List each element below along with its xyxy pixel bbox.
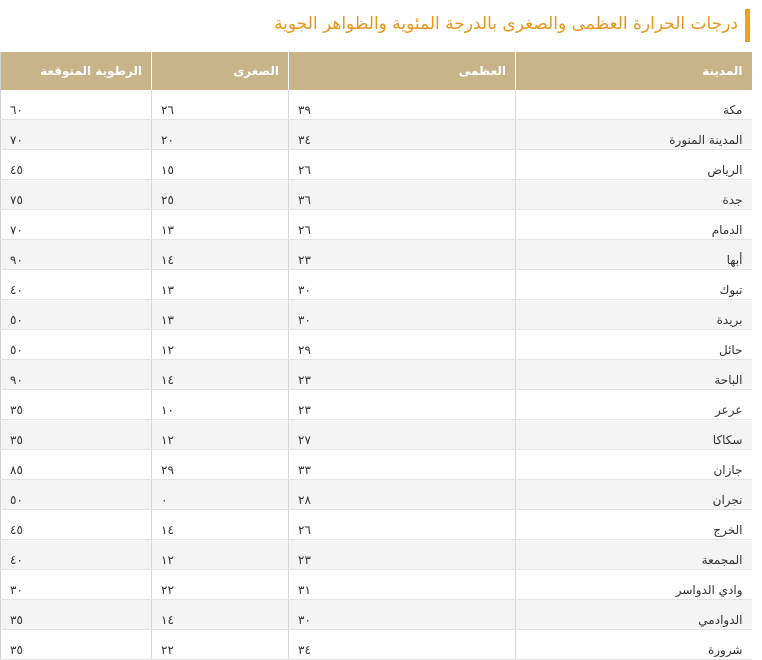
cell-city: المدينة المنورة <box>516 120 752 150</box>
header-humidity: الرطوبة المتوقعة <box>1 52 152 90</box>
cell-city: وادي الدواسر <box>516 570 752 600</box>
cell-min: ١٠ <box>152 390 289 420</box>
table-row <box>1 360 752 390</box>
cell-city: جازان <box>516 450 752 480</box>
cell-max: ٣٠ <box>289 270 516 300</box>
cell-min: ١٢ <box>152 540 289 570</box>
cell-max: ٣٣ <box>289 450 516 480</box>
table-row <box>1 600 752 630</box>
cell-min: ١٤ <box>152 600 289 630</box>
cell-humidity: ٩٠ <box>1 360 152 390</box>
table-row <box>1 240 752 270</box>
cell-city: الرياض <box>516 150 752 180</box>
cell-max: ٣٦ <box>289 180 516 210</box>
cell-min: ٢٠ <box>152 120 289 150</box>
cell-min: ١٤ <box>152 510 289 540</box>
cell-city: الخرج <box>516 510 752 540</box>
cell-min: ٢٢ <box>152 630 289 660</box>
cell-city: تبوك <box>516 270 752 300</box>
page-title: درجات الحرارة العظمى والصغرى بالدرجة المئوية والظواهر الجوية <box>274 14 738 34</box>
table-header <box>1 52 752 90</box>
table-row <box>1 180 752 210</box>
cell-humidity: ٩٠ <box>1 240 152 270</box>
cell-humidity: ٣٠ <box>1 570 152 600</box>
cell-city: بريدة <box>516 300 752 330</box>
cell-city: المجمعة <box>516 540 752 570</box>
table-header-row <box>1 52 752 90</box>
title-accent-bar <box>745 9 750 42</box>
cell-min: ٢٥ <box>152 180 289 210</box>
cell-min: ١٥ <box>152 150 289 180</box>
table-row <box>1 450 752 480</box>
cell-humidity: ٣٥ <box>1 630 152 660</box>
cell-max: ٢٧ <box>289 420 516 450</box>
cell-max: ٢٨ <box>289 480 516 510</box>
cell-city: مكة <box>516 90 752 120</box>
cell-min: ٢٢ <box>152 570 289 600</box>
cell-max: ٣٤ <box>289 630 516 660</box>
cell-max: ٢٦ <box>289 210 516 240</box>
cell-max: ٣٠ <box>289 300 516 330</box>
title-bar <box>0 0 762 52</box>
table-body <box>1 90 752 660</box>
header-min: الصغرى <box>152 52 289 90</box>
cell-min: ٢٦ <box>152 90 289 120</box>
table-row <box>1 330 752 360</box>
cell-city: سكاكا <box>516 420 752 450</box>
cell-humidity: ٤٥ <box>1 150 152 180</box>
cell-city: أبها <box>516 240 752 270</box>
cell-max: ٢٣ <box>289 360 516 390</box>
cell-city: جدة <box>516 180 752 210</box>
table-row <box>1 420 752 450</box>
cell-city: شرورة <box>516 630 752 660</box>
cell-city: الدوادمي <box>516 600 752 630</box>
cell-max: ٣٩ <box>289 90 516 120</box>
table-row <box>1 150 752 180</box>
cell-min: ٠ <box>152 480 289 510</box>
cell-humidity: ٣٥ <box>1 390 152 420</box>
cell-max: ٣١ <box>289 570 516 600</box>
cell-city: عرعر <box>516 390 752 420</box>
table-row <box>1 480 752 510</box>
table-row <box>1 210 752 240</box>
weather-table <box>0 52 752 660</box>
cell-humidity: ٦٠ <box>1 90 152 120</box>
cell-humidity: ٣٥ <box>1 420 152 450</box>
cell-max: ٣٠ <box>289 600 516 630</box>
cell-humidity: ٤٥ <box>1 510 152 540</box>
cell-min: ١٢ <box>152 330 289 360</box>
cell-max: ٢٣ <box>289 390 516 420</box>
cell-max: ٣٤ <box>289 120 516 150</box>
cell-min: ١٣ <box>152 270 289 300</box>
cell-max: ٢٦ <box>289 510 516 540</box>
cell-max: ٢٣ <box>289 240 516 270</box>
cell-humidity: ٧٥ <box>1 180 152 210</box>
cell-min: ١٤ <box>152 360 289 390</box>
table-row <box>1 390 752 420</box>
table-row <box>1 300 752 330</box>
cell-city: حائل <box>516 330 752 360</box>
cell-humidity: ٣٥ <box>1 600 152 630</box>
cell-max: ٢٦ <box>289 150 516 180</box>
cell-max: ٢٣ <box>289 540 516 570</box>
table-row <box>1 510 752 540</box>
header-city: المدينة <box>516 52 752 90</box>
cell-min: ٢٩ <box>152 450 289 480</box>
cell-city: الدمام <box>516 210 752 240</box>
cell-humidity: ٥٠ <box>1 330 152 360</box>
cell-city: الباحة <box>516 360 752 390</box>
cell-humidity: ٤٠ <box>1 540 152 570</box>
cell-max: ٢٩ <box>289 330 516 360</box>
cell-humidity: ٧٠ <box>1 210 152 240</box>
cell-city: نجران <box>516 480 752 510</box>
cell-humidity: ٥٠ <box>1 480 152 510</box>
table-row <box>1 90 752 120</box>
cell-min: ١٣ <box>152 300 289 330</box>
cell-humidity: ٧٠ <box>1 120 152 150</box>
cell-min: ١٤ <box>152 240 289 270</box>
cell-humidity: ٥٠ <box>1 300 152 330</box>
cell-min: ١٢ <box>152 420 289 450</box>
table-row <box>1 270 752 300</box>
table-row <box>1 570 752 600</box>
cell-humidity: ٨٥ <box>1 450 152 480</box>
table-row <box>1 120 752 150</box>
cell-min: ١٣ <box>152 210 289 240</box>
cell-humidity: ٤٠ <box>1 270 152 300</box>
table-row <box>1 540 752 570</box>
header-max: العظمى <box>289 52 516 90</box>
table-row <box>1 630 752 660</box>
